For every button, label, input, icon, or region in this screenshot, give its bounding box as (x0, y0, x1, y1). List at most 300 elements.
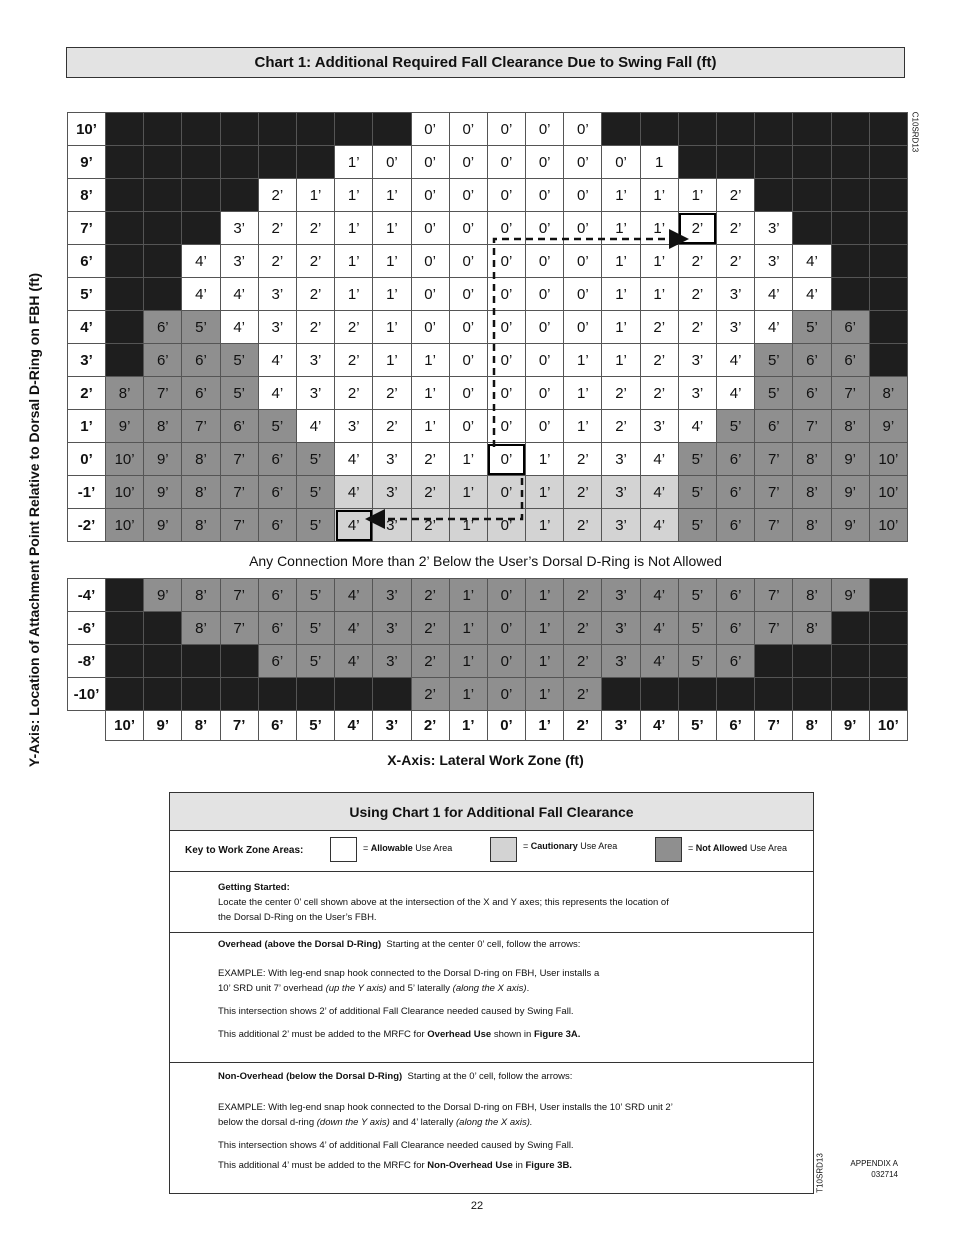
clearance-cell: 2’ (602, 410, 640, 443)
clearance-cell: 9’ (106, 410, 144, 443)
clearance-cell: 4’ (335, 645, 373, 678)
clearance-cell: 2’ (335, 311, 373, 344)
clearance-cell: 7’ (755, 443, 793, 476)
clearance-cell: 5’ (717, 410, 755, 443)
clearance-cell: 2’ (564, 476, 602, 509)
clearance-cell: 2’ (640, 377, 678, 410)
clearance-cell (144, 278, 182, 311)
clearance-cell: 7’ (220, 509, 258, 542)
grid-row (68, 113, 908, 146)
clearance-cell: 5’ (296, 509, 334, 542)
clearance-cell (831, 245, 869, 278)
clearance-cell: 0’ (487, 509, 525, 542)
clearance-cell: 7’ (755, 509, 793, 542)
clearance-cell: 5’ (793, 311, 831, 344)
clearance-cell: 8’ (793, 509, 831, 542)
clearance-cell: 1’ (602, 212, 640, 245)
lower-clearance-table (67, 578, 908, 741)
clearance-cell: 0’ (564, 212, 602, 245)
clearance-cell: 2’ (411, 645, 449, 678)
clearance-cell (106, 612, 144, 645)
clearance-cell: 6’ (182, 344, 220, 377)
clearance-cell: 1’ (335, 179, 373, 212)
clearance-cell: 5’ (678, 443, 716, 476)
y-tick-label: -1’ (68, 476, 106, 509)
clearance-cell: 7’ (144, 377, 182, 410)
clearance-cell: 2’ (564, 645, 602, 678)
usage-guide (169, 792, 814, 1194)
clearance-cell: 0’ (411, 245, 449, 278)
clearance-cell (831, 278, 869, 311)
y-tick-label: -10’ (68, 678, 106, 711)
y-tick-label: 1’ (68, 410, 106, 443)
clearance-cell: 9’ (831, 509, 869, 542)
clearance-cell: 3’ (678, 377, 716, 410)
clearance-cell (144, 612, 182, 645)
clearance-cell (106, 344, 144, 377)
clearance-cell: 9’ (869, 410, 907, 443)
x-tick-label: 3’ (373, 711, 411, 741)
clearance-cell: 3’ (602, 612, 640, 645)
clearance-cell (182, 113, 220, 146)
clearance-cell (373, 113, 411, 146)
clearance-cell (258, 146, 296, 179)
clearance-cell: 8’ (793, 579, 831, 612)
clearance-cell: 6’ (717, 579, 755, 612)
clearance-cell: 4’ (640, 443, 678, 476)
clearance-cell: 1’ (564, 410, 602, 443)
clearance-cell: 2’ (258, 245, 296, 278)
clearance-cell (106, 146, 144, 179)
clearance-cell: 1’ (335, 212, 373, 245)
clearance-cell: 0’ (526, 113, 564, 146)
clearance-cell: 9’ (831, 443, 869, 476)
clearance-cell: 1’ (564, 344, 602, 377)
clearance-cell: 1’ (678, 179, 716, 212)
clearance-cell: 3’ (602, 645, 640, 678)
clearance-cell: 2’ (296, 245, 334, 278)
clearance-cell: 2’ (564, 612, 602, 645)
clearance-cell: 5’ (678, 645, 716, 678)
y-tick-label: 3’ (68, 344, 106, 377)
clearance-cell (106, 245, 144, 278)
clearance-cell: 2’ (640, 344, 678, 377)
clearance-cell: 3’ (373, 443, 411, 476)
clearance-cell: 3’ (373, 579, 411, 612)
chart-code: C10SRD13 (910, 111, 920, 153)
grid-row (68, 645, 908, 678)
clearance-cell: 1’ (526, 476, 564, 509)
x-tick-label: 4’ (640, 711, 678, 741)
clearance-cell: 2’ (678, 212, 716, 245)
overhead-section: Overhead (above the Dorsal D-Ring) Starting at the center 0’ cell, follow the arrows: EXAMPLE: With leg-end snap hook connected to the Dorsal D-ring on FBH, User installs a 10’ SRD unit 7’ overhead (up the Y axis) and 5’ laterally (along the X axis). This intersection shows 2’ of additional Fall Clearance needed caused by Swing Fall. This additional 2’ must be added to the MRFC for Overhead Use shown in Figure 3A. (170, 933, 813, 1063)
clearance-cell: 1’ (411, 377, 449, 410)
overhead-heading: Overhead (above the Dorsal D-Ring) (218, 939, 382, 950)
clearance-cell: 4’ (640, 645, 678, 678)
clearance-cell: 7’ (831, 377, 869, 410)
clearance-cell: 10’ (869, 443, 907, 476)
clearance-cell (755, 678, 793, 711)
below-limit-note: Any Connection More than 2’ Below the User’s Dorsal D-Ring is Not Allowed (249, 553, 722, 569)
clearance-cell: 4’ (793, 278, 831, 311)
clearance-cell: 0’ (487, 146, 525, 179)
clearance-cell: 1’ (373, 245, 411, 278)
clearance-cell (144, 245, 182, 278)
x-tick-label: 1’ (449, 711, 487, 741)
guide-title: Using Chart 1 for Additional Fall Clearance (170, 793, 813, 831)
clearance-cell: 0’ (487, 579, 525, 612)
clearance-cell: 6’ (258, 579, 296, 612)
clearance-cell (831, 146, 869, 179)
clearance-cell: 0’ (449, 113, 487, 146)
grid-row (68, 344, 908, 377)
clearance-cell: 4’ (220, 278, 258, 311)
allowable-swatch (330, 837, 357, 862)
clearance-cell: 1’ (526, 509, 564, 542)
clearance-cell (296, 678, 334, 711)
clearance-cell: 1’ (296, 179, 334, 212)
clearance-cell: 0’ (526, 212, 564, 245)
x-tick-label: 8’ (793, 711, 831, 741)
clearance-cell: 1’ (640, 212, 678, 245)
grid-row (68, 278, 908, 311)
clearance-cell: 3’ (678, 344, 716, 377)
clearance-cell: 1’ (526, 443, 564, 476)
clearance-cell: 3’ (373, 509, 411, 542)
clearance-cell: 0’ (526, 278, 564, 311)
clearance-cell: 3’ (335, 410, 373, 443)
clearance-cell: 3’ (755, 212, 793, 245)
clearance-cell (220, 113, 258, 146)
clearance-cell: 5’ (678, 579, 716, 612)
clearance-cell: 4’ (258, 344, 296, 377)
clearance-cell: 3’ (602, 509, 640, 542)
clearance-cell (793, 645, 831, 678)
clearance-cell: 6’ (831, 311, 869, 344)
clearance-cell: 0’ (487, 612, 525, 645)
clearance-cell (678, 678, 716, 711)
clearance-cell (869, 678, 907, 711)
x-tick-label: 6’ (717, 711, 755, 741)
clearance-cell: 4’ (335, 476, 373, 509)
clearance-cell: 7’ (220, 443, 258, 476)
clearance-cell: 5’ (678, 612, 716, 645)
clearance-cell: 10’ (106, 509, 144, 542)
clearance-cell: 7’ (220, 579, 258, 612)
clearance-cell (106, 113, 144, 146)
clearance-cell: 2’ (717, 179, 755, 212)
x-tick-label: 4’ (335, 711, 373, 741)
clearance-cell (869, 179, 907, 212)
clearance-cell (869, 278, 907, 311)
clearance-cell: 1’ (335, 278, 373, 311)
y-tick-label: 7’ (68, 212, 106, 245)
clearance-cell: 4’ (220, 311, 258, 344)
clearance-cell: 3’ (296, 377, 334, 410)
clearance-cell (793, 146, 831, 179)
clearance-cell (182, 212, 220, 245)
clearance-cell: 1’ (449, 443, 487, 476)
clearance-cell: 1’ (526, 612, 564, 645)
clearance-cell: 0’ (449, 212, 487, 245)
clearance-cell: 1 (640, 146, 678, 179)
x-tick-label: 7’ (220, 711, 258, 741)
clearance-cell: 1’ (411, 410, 449, 443)
clearance-cell: 1’ (373, 311, 411, 344)
clearance-cell (296, 146, 334, 179)
clearance-cell (220, 645, 258, 678)
clearance-cell: 0’ (449, 311, 487, 344)
clearance-cell: 0’ (487, 113, 525, 146)
clearance-cell: 4’ (182, 245, 220, 278)
clearance-cell: 3’ (373, 476, 411, 509)
clearance-cell: 6’ (182, 377, 220, 410)
clearance-cell (106, 311, 144, 344)
clearance-cell: 5’ (755, 344, 793, 377)
x-tick-label: 3’ (602, 711, 640, 741)
clearance-cell (678, 146, 716, 179)
clearance-cell: 1’ (449, 612, 487, 645)
clearance-cell: 0’ (564, 179, 602, 212)
clearance-cell: 8’ (869, 377, 907, 410)
clearance-cell: 10’ (869, 509, 907, 542)
clearance-cell: 0’ (487, 645, 525, 678)
clearance-cell (793, 212, 831, 245)
clearance-cell (717, 113, 755, 146)
clearance-cell (106, 278, 144, 311)
x-tick-label: 2’ (411, 711, 449, 741)
clearance-cell: 2’ (411, 678, 449, 711)
clearance-cell: 5’ (678, 476, 716, 509)
clearance-cell: 4’ (755, 311, 793, 344)
clearance-cell: 0’ (526, 179, 564, 212)
clearance-cell (258, 678, 296, 711)
clearance-cell: 1’ (373, 278, 411, 311)
clearance-cell: 1’ (411, 344, 449, 377)
clearance-cell: 2’ (717, 245, 755, 278)
clearance-cell: 0’ (564, 311, 602, 344)
clearance-cell: 6’ (144, 311, 182, 344)
clearance-cell: 1’ (449, 476, 487, 509)
clearance-cell: 1’ (640, 179, 678, 212)
clearance-cell (144, 113, 182, 146)
getting-started-line: Locate the center 0’ cell shown above at the intersection of the X and Y axes; this represents the location of (218, 897, 669, 908)
clearance-cell: 3’ (220, 212, 258, 245)
y-axis-label: Y-Axis: Location of Attachment Point Relative to Dorsal D-Ring on FBH (ft) (26, 272, 42, 768)
clearance-cell: 7’ (755, 579, 793, 612)
clearance-cell: 0’ (526, 245, 564, 278)
x-tick-label: 9’ (144, 711, 182, 741)
clearance-cell (602, 678, 640, 711)
clearance-cell: 4’ (717, 377, 755, 410)
clearance-cell (144, 179, 182, 212)
x-tick-label: 0’ (487, 711, 525, 741)
clearance-cell: 0’ (449, 344, 487, 377)
clearance-cell: 6’ (793, 344, 831, 377)
clearance-cell: 0’ (564, 113, 602, 146)
clearance-cell: 0’ (449, 179, 487, 212)
clearance-cell: 2’ (411, 509, 449, 542)
clearance-cell: 6’ (220, 410, 258, 443)
clearance-cell: 4’ (793, 245, 831, 278)
x-tick-label: 8’ (182, 711, 220, 741)
clearance-cell (144, 212, 182, 245)
clearance-cell (182, 146, 220, 179)
clearance-cell: 1’ (640, 278, 678, 311)
clearance-cell (258, 113, 296, 146)
clearance-cell: 4’ (335, 579, 373, 612)
cautionary-swatch (490, 837, 517, 862)
clearance-cell (869, 344, 907, 377)
clearance-cell (373, 678, 411, 711)
clearance-cell (869, 645, 907, 678)
getting-started-line: the Dorsal D-Ring on the User’s FBH. (218, 912, 377, 923)
grid-row (68, 579, 908, 612)
clearance-cell: 6’ (258, 443, 296, 476)
clearance-cell: 0’ (449, 245, 487, 278)
x-tick-label: 7’ (755, 711, 793, 741)
y-tick-label: -2’ (68, 509, 106, 542)
y-tick-label: 6’ (68, 245, 106, 278)
clearance-cell: 1’ (449, 579, 487, 612)
clearance-cell: 1’ (602, 179, 640, 212)
clearance-cell: 4’ (182, 278, 220, 311)
clearance-cell: 2’ (296, 311, 334, 344)
clearance-cell: 1’ (335, 146, 373, 179)
clearance-cell: 6’ (258, 612, 296, 645)
clearance-cell: 0’ (564, 146, 602, 179)
clearance-cell (106, 678, 144, 711)
clearance-cell: 1’ (526, 645, 564, 678)
clearance-cell: 7’ (220, 612, 258, 645)
table-code: T10SRD13 (815, 1153, 825, 1193)
clearance-cell: 0’ (487, 476, 525, 509)
clearance-cell (831, 179, 869, 212)
clearance-cell: 0’ (411, 179, 449, 212)
clearance-cell: 6’ (717, 509, 755, 542)
clearance-cell (869, 245, 907, 278)
x-tick-label: 6’ (258, 711, 296, 741)
clearance-cell: 6’ (717, 476, 755, 509)
clearance-cell: 0’ (487, 212, 525, 245)
overhead-instruction: This additional 2’ must be added to the MRFC for Overhead Use shown in Figure 3A. (218, 1029, 581, 1040)
clearance-cell: 3’ (602, 476, 640, 509)
clearance-cell: 3’ (717, 278, 755, 311)
clearance-cell (144, 645, 182, 678)
clearance-cell (220, 678, 258, 711)
clearance-cell: 3’ (640, 410, 678, 443)
clearance-cell (640, 678, 678, 711)
clearance-cell: 3’ (258, 278, 296, 311)
clearance-cell: 8’ (793, 476, 831, 509)
clearance-cell: 7’ (755, 612, 793, 645)
clearance-cell: 0’ (602, 146, 640, 179)
clearance-cell: 5’ (182, 311, 220, 344)
non-overhead-example: EXAMPLE: With leg-end snap hook connected to the Dorsal D-ring on FBH, User installs the 10’ SRD unit 2’ (218, 1102, 673, 1113)
grid-row (68, 311, 908, 344)
clearance-cell: 4’ (258, 377, 296, 410)
clearance-cell (335, 678, 373, 711)
y-tick-label: 8’ (68, 179, 106, 212)
upper-clearance-table (67, 112, 908, 542)
clearance-cell: 6’ (258, 645, 296, 678)
clearance-cell: 8’ (182, 476, 220, 509)
clearance-cell: 1’ (335, 245, 373, 278)
clearance-cell (831, 645, 869, 678)
clearance-cell: 1’ (373, 212, 411, 245)
clearance-cell (793, 179, 831, 212)
clearance-cell: 2’ (373, 377, 411, 410)
clearance-cell (869, 146, 907, 179)
key-not-allowed: = Not Allowed Use Area (688, 843, 787, 853)
clearance-cell: 4’ (640, 509, 678, 542)
clearance-cell: 10’ (869, 476, 907, 509)
clearance-cell: 0’ (449, 146, 487, 179)
clearance-cell (144, 678, 182, 711)
clearance-cell: 3’ (717, 311, 755, 344)
clearance-cell (869, 612, 907, 645)
clearance-cell: 0’ (411, 113, 449, 146)
clearance-cell: 0’ (487, 678, 525, 711)
clearance-cell: 0’ (373, 146, 411, 179)
key-cautionary: = Cautionary Use Area (523, 841, 618, 851)
clearance-cell: 2’ (564, 579, 602, 612)
clearance-cell (869, 212, 907, 245)
clearance-cell (296, 113, 334, 146)
clearance-cell: 0’ (526, 311, 564, 344)
clearance-cell: 0’ (411, 278, 449, 311)
clearance-cell: 8’ (793, 443, 831, 476)
non-overhead-section: Non-Overhead (below the Dorsal D-Ring) Starting at the 0’ cell, follow the arrows: EXAMPLE: With leg-end snap hook connected to the Dorsal D-ring on FBH, User installs the 10’ SRD unit 2’ below the dorsal d-ring (down the Y axis) and 4’ laterally (along the X axis). This intersection shows 4’ of additional Fall Clearance needed caused by Swing Fall. This additional 4’ must be added to the MRFC for Non-Overhead Use in Figure 3B. (170, 1063, 813, 1195)
getting-started-heading: Getting Started: (218, 882, 290, 893)
clearance-cell (831, 212, 869, 245)
clearance-cell (182, 645, 220, 678)
clearance-cell: 6’ (717, 645, 755, 678)
clearance-cell (793, 113, 831, 146)
clearance-cell (106, 579, 144, 612)
clearance-cell: 8’ (144, 410, 182, 443)
clearance-cell: 0’ (487, 344, 525, 377)
clearance-cell: 6’ (144, 344, 182, 377)
clearance-cell (678, 113, 716, 146)
clearance-cell: 2’ (373, 410, 411, 443)
clearance-cell: 2’ (411, 443, 449, 476)
clearance-cell (106, 212, 144, 245)
x-tick-label: 10’ (106, 711, 144, 741)
clearance-cell: 9’ (144, 476, 182, 509)
clearance-cell: 1’ (526, 678, 564, 711)
clearance-cell: 0’ (564, 278, 602, 311)
y-tick-label: -8’ (68, 645, 106, 678)
clearance-cell: 4’ (640, 476, 678, 509)
x-tick-label: 2’ (564, 711, 602, 741)
clearance-cell: 0’ (449, 278, 487, 311)
clearance-cell: 2’ (678, 311, 716, 344)
clearance-cell: 6’ (717, 612, 755, 645)
y-tick-label: 9’ (68, 146, 106, 179)
clearance-cell (755, 179, 793, 212)
clearance-cell: 5’ (258, 410, 296, 443)
clearance-cell: 5’ (220, 377, 258, 410)
clearance-cell: 1’ (602, 278, 640, 311)
table-code-wrap (814, 1152, 826, 1194)
clearance-cell: 6’ (831, 344, 869, 377)
chart-code-wrap (908, 112, 922, 152)
clearance-cell: 2’ (411, 579, 449, 612)
clearance-cell: 7’ (755, 476, 793, 509)
y-tick-label: 10’ (68, 113, 106, 146)
clearance-cell: 1’ (373, 179, 411, 212)
